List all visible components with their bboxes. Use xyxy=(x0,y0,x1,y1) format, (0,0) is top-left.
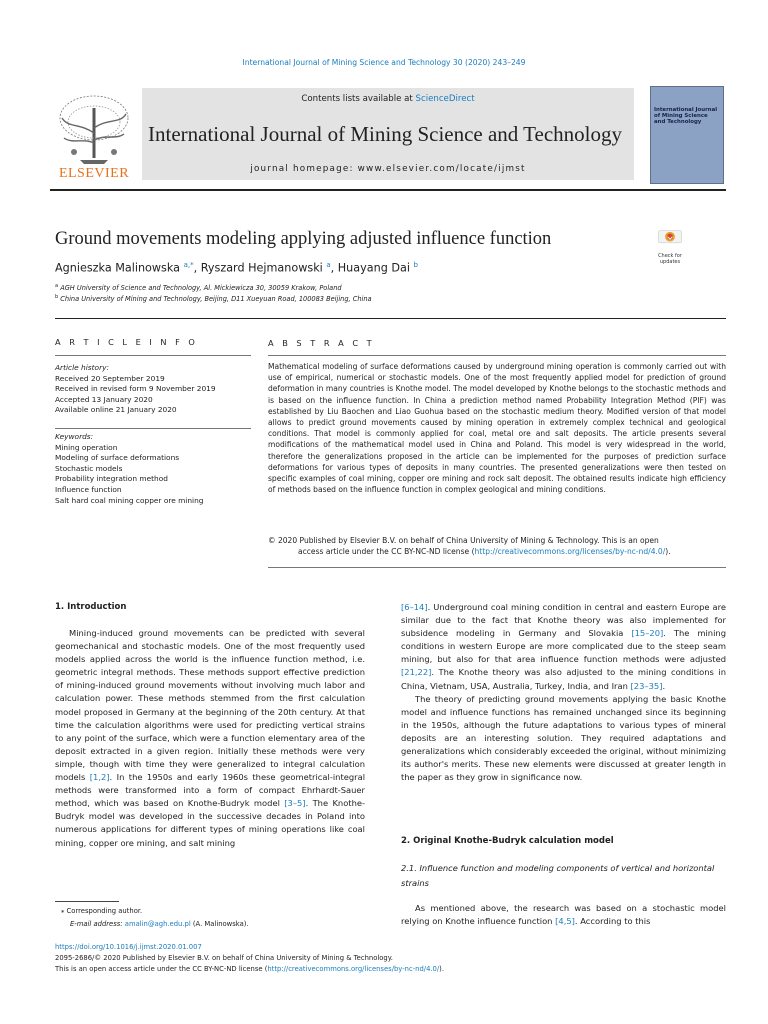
journal-masthead xyxy=(142,88,634,180)
citation-link[interactable]: [3–5] xyxy=(284,798,306,809)
author-mark[interactable]: a,* xyxy=(183,261,194,269)
affiliation xyxy=(55,283,342,292)
author-name[interactable]: Huayang Dai xyxy=(337,261,410,275)
keywords xyxy=(55,432,203,506)
copyright-end: ). xyxy=(665,547,671,557)
email-owner: (A. Malinowska). xyxy=(190,920,249,928)
oa-end: ). xyxy=(439,965,444,973)
intro-body xyxy=(55,627,365,850)
copyright-line: © 2020 Published by Elsevier B.V. on behalf of China University of Mining & Technology. This is an open xyxy=(268,536,659,545)
elsevier-wordmark: ELSEVIER xyxy=(58,166,130,181)
text: As mentioned above, the research was based on a stochastic model relying on Knothe influence function xyxy=(401,903,726,927)
citation-link[interactable]: [4,5] xyxy=(555,916,575,927)
citation-link[interactable]: [23–35] xyxy=(630,680,663,691)
history-item: Received in revised form 9 November 2019 xyxy=(55,384,216,394)
text: . The Knothe theory was also adjusted to the mining conditions in China, Vietnam, USA, Australia, Turkey, India, and Iran xyxy=(401,667,726,691)
keyword: Mining operation xyxy=(55,442,118,452)
citation-link[interactable]: [15–20] xyxy=(631,628,664,639)
subsection-heading: 2.1. Influence function and modeling components of vertical and horizontal strains xyxy=(401,863,715,888)
abstract-text: Mathematical modeling of surface deformations caused by underground mining operation is commonly carried out with use of empirical, numerical or stochastic models. One of the most frequently applied model for prediction of ground deformation in many countries is Knothe model. The model developed by Knothe belongs to the stochastic methods and is based on the influence function. In China a prediction method named Probability Integration Method (PIF) was established by Liu Baochen and Liao Guohua based on the stochastic medium theory. Modified version of that model allows to predict ground movements caused by mining operation in extremely complex technical and geological conditions. That model is commonly applied for coal, metal ore and salt deposits. The article presents several modifications of the mathematical model used in China and Poland. This model is very widespread in the world, therefore the generalizations proposed in the article can be implemented for the purposes of prediction surface deformations for various types of deposits in many countries. The presented generalizations were then tested on specific examples of coal mining, copper ore mining and rock salt deposit. The obtained results indicate high efficiency of methods based on the influence function in complex geological and mining conditions. xyxy=(268,362,726,495)
citation-link[interactable]: [1,2] xyxy=(89,772,110,783)
section-heading: 1. Introduction xyxy=(55,602,127,612)
text: . According to this xyxy=(574,916,651,927)
info-divider xyxy=(55,355,251,356)
section-divider xyxy=(55,318,726,319)
doi-link[interactable] xyxy=(55,942,202,952)
email-link[interactable]: amalin@agh.edu.pl xyxy=(124,920,191,928)
text: . Underground coal mining condition in central and eastern Europe are similar due to the fact that Knothe theory was also implemented for subsidence modeling in Germany and Slovakia xyxy=(401,602,726,639)
copyright-line-2 xyxy=(268,546,726,557)
affiliation-text: China University of Mining and Technology, Beijing, D11 Xueyuan Road, 100083 Beijing, China xyxy=(60,295,372,304)
keyword: Stochastic models xyxy=(55,463,123,473)
abstract-divider xyxy=(268,355,726,356)
journal-citation[interactable]: International Journal of Mining Science and Technology 30 (2020) 243–249 xyxy=(242,58,526,67)
paragraph xyxy=(401,902,726,928)
keywords-divider xyxy=(55,428,251,429)
article-info-heading: A R T I C L E I N F O xyxy=(55,337,198,347)
copyright-text: access article under the CC BY-NC-ND license ( xyxy=(298,547,475,557)
paragraph xyxy=(401,601,726,693)
affiliation-mark: b xyxy=(55,294,59,300)
journal-title: International Journal of Mining Science and Technology xyxy=(148,122,623,146)
text: Mining-induced ground movements can be predicted with several geomechanical and stochastic models. One of the most frequently used models applied across the world is the influence function method, i.e. geometric integral methods. These methods support effective prediction of mining-induced ground movements without involving much labor and calculation power. These methods stemmed from the first calculation model proposed in Germany at the beginning of the 20th century. At that time the calculation algorithms were used for predicting vertical strains to any point of the surface, which were a function elementary area of the deposit extracted in a given region. Initially these methods were very simple, though with time they were generalized to integral calculation models xyxy=(55,628,365,783)
article-title: Ground movements modeling applying adjusted influence function xyxy=(55,229,552,249)
contents-prefix: Contents lists available at xyxy=(301,94,416,104)
journal-homepage[interactable]: journal homepage: www.elsevier.com/locate/ijmst xyxy=(250,164,526,174)
citation-link[interactable]: [21,22] xyxy=(401,667,432,678)
text: . The Knothe-Budryk model was developed in the successive decades in Poland into numerous applications for different types of mining operations like coal mining, copper ore mining, and salt mining xyxy=(55,798,366,848)
issn-line: 2095-2686/© 2020 Published by Elsevier B.V. on behalf of China University of Mining & Technology. xyxy=(55,954,393,962)
oa-text: This is an open access article under the CC BY-NC-ND license ( xyxy=(55,965,268,973)
check-for-updates-label[interactable]: Check for updates xyxy=(658,253,682,265)
affiliation-text: AGH University of Science and Technology, Al. Mickiewicza 30, 30059 Krakow, Poland xyxy=(60,284,342,293)
text: . The mining conditions in western Europe are more complicated due to the steep seam mining, but also for that area influence function methods were adjusted xyxy=(401,628,726,665)
history-item: Accepted 13 January 2020 xyxy=(55,394,153,404)
keyword: Modeling of surface deformations xyxy=(55,453,180,463)
abstract-copyright xyxy=(268,535,726,557)
author-mark[interactable]: a xyxy=(326,261,331,269)
keywords-label: Keywords: xyxy=(55,432,94,441)
author-list: Agnieszka Malinowska $^{a,*}$, Ryszard Hejmanowski $^a$, Huayang Dai $^b$ xyxy=(55,261,418,275)
author-mark[interactable]: b xyxy=(413,261,418,269)
article-history xyxy=(55,363,216,416)
corresponding-author-note: ⁎ Corresponding author. xyxy=(61,907,143,915)
abstract-heading: A B S T R A C T xyxy=(268,338,375,348)
keyword: Probability integration method xyxy=(55,474,168,484)
citation-link[interactable]: [6–14] xyxy=(401,602,428,612)
journal-cover-thumbnail[interactable] xyxy=(650,86,724,184)
license-link[interactable]: http://creativecommons.org/licenses/by-nc-nd/4.0/ xyxy=(474,547,666,557)
check-for-updates-icon[interactable] xyxy=(650,230,690,252)
history-item: Received 20 September 2019 xyxy=(55,373,165,383)
history-label: Article history: xyxy=(55,363,109,372)
section-heading: 2. Original Knothe-Budryk calculation model xyxy=(401,836,614,846)
text: . In the 1950s and early 1960s these geometrical-integral methods were transformed into a form of compact Ehrhardt-Sauer method, which was based on Knothe-Budryk model xyxy=(55,772,366,809)
intro-body-continued xyxy=(401,601,726,784)
text: . xyxy=(662,680,666,691)
oa-license-link[interactable]: http://creativecommons.org/licenses/by-nc-nd/4.0/ xyxy=(267,965,440,973)
paragraph: The theory of predicting ground movements applying the basic Knothe model and influence functions has remained unchanged since its beginning in the 1950s, although the future adaptations to various types of mineral deposits are an interesting solution. They required adaptations and generalizations which considerably exceeded the original, without minimizing its author's merits. These new elements were discussed at greater length in the paper as they grow in significance now. xyxy=(401,693,726,783)
author-name[interactable]: Ryszard Hejmanowski xyxy=(200,261,323,275)
footnote-divider xyxy=(55,901,119,902)
contents-line xyxy=(142,94,634,104)
section-2-body xyxy=(401,902,726,928)
affiliation xyxy=(55,294,372,303)
keyword: Salt hard coal mining copper ore mining xyxy=(55,495,204,505)
doi-text[interactable]: https://doi.org/10.1016/j.ijmst.2020.01.007 xyxy=(55,943,202,951)
email-footnote xyxy=(70,920,249,928)
header-divider xyxy=(50,189,726,191)
cover-title: International Journal of Mining Science and Technology xyxy=(654,107,718,125)
email-label: E-mail address: xyxy=(70,920,125,928)
open-access-line xyxy=(55,964,444,974)
author-name[interactable]: Agnieszka Malinowska xyxy=(55,261,181,275)
sciencedirect-link[interactable]: ScienceDirect xyxy=(415,94,475,104)
keyword: Influence function xyxy=(55,484,122,494)
abstract-end-divider xyxy=(268,567,726,568)
history-item: Available online 21 January 2020 xyxy=(55,405,177,415)
paragraph xyxy=(55,627,365,850)
affiliation-mark: a xyxy=(55,283,59,289)
